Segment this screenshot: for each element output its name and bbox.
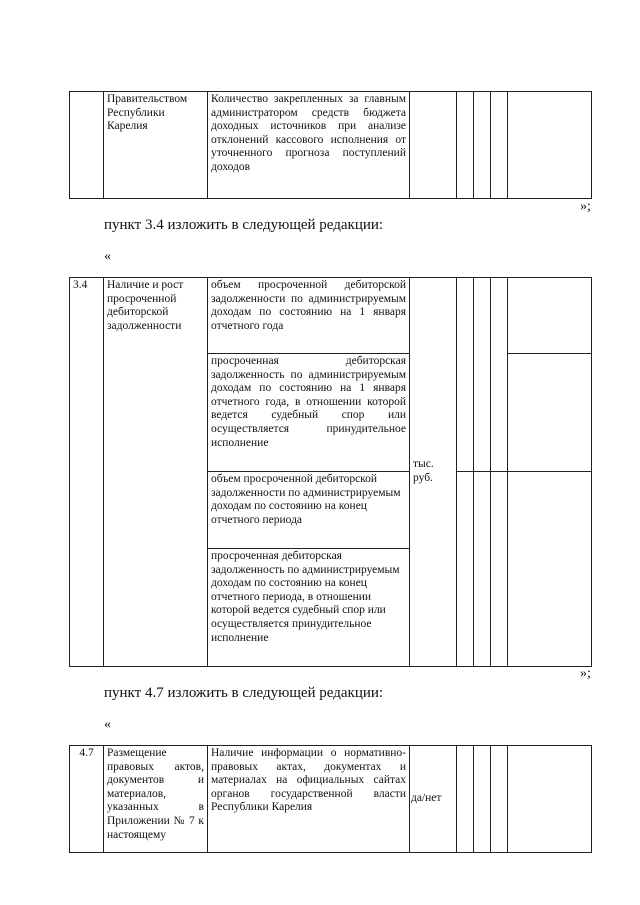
- unit-label: тыс. руб.: [413, 458, 434, 484]
- cell-empty: [474, 472, 491, 667]
- cell-empty: [491, 278, 508, 472]
- opening-quote: «: [104, 717, 111, 732]
- closing-quote: »;: [580, 199, 591, 214]
- cell-unit: [410, 92, 457, 199]
- closing-quote: »;: [580, 666, 591, 681]
- table-item-4-7: [69, 745, 592, 853]
- cell-empty: [474, 746, 491, 853]
- unit-label: да/нет: [411, 792, 442, 805]
- cell-empty: [508, 472, 592, 667]
- cell-empty: [508, 278, 592, 354]
- cell-unit: [410, 278, 457, 667]
- table-item-3-4: [69, 277, 592, 667]
- cell-empty: [508, 746, 592, 853]
- cell-indicator: объем просроченной дебиторской задолженности по администрируемым доходам по состоянию на конец отчетного периода: [208, 472, 410, 549]
- cell-empty: [457, 278, 474, 472]
- cell-indicator: Наличие информации о нормативно-правовых актах, документах и материалах на официальных сайтах органов государственной власти Республики Карелия: [208, 746, 410, 853]
- cell-empty: [491, 92, 508, 199]
- cell-indicator: Количество закрепленных за главным администратором средств бюджета доходных источников при анализе отклонений кассового исполнения от уточненного прогноза поступлений доходов: [208, 92, 410, 199]
- cell-indicator: просроченная дебиторская задолженность по администрируемым доходам по состоянию на 1 января отчетного года, в отношении которой ведется судебный спор или осуществляется принудительное исполнение: [208, 354, 410, 472]
- cell-name: Размещение правовых актов, документов и материалов, указанных в Приложении № 7 к настоящему: [104, 746, 208, 853]
- cell-number: [70, 92, 104, 199]
- cell-empty: [457, 92, 474, 199]
- cell-number: 3.4: [70, 278, 104, 667]
- cell-name: Наличие и рост просроченной дебиторской задолженности: [104, 278, 208, 667]
- instruction-paragraph: пункт 3.4 изложить в следующей редакции:: [104, 217, 384, 233]
- cell-empty: [457, 472, 474, 667]
- cell-empty: [491, 746, 508, 853]
- cell-empty: [491, 472, 508, 667]
- table-continuation: [69, 91, 592, 199]
- cell-empty: [474, 92, 491, 199]
- cell-empty: [474, 278, 491, 472]
- cell-indicator: объем просроченной дебиторской задолженности по администрируемым доходам по состоянию на 1 января отчетного года: [208, 278, 410, 354]
- cell-unit: [410, 746, 457, 853]
- opening-quote: «: [104, 249, 111, 264]
- cell-body: Правительством Республики Карелия: [104, 92, 208, 199]
- cell-empty: [508, 92, 592, 199]
- cell-number: 4.7: [70, 746, 104, 853]
- instruction-paragraph: пункт 4.7 изложить в следующей редакции:: [104, 685, 384, 701]
- cell-empty: [457, 746, 474, 853]
- cell-empty: [508, 354, 592, 472]
- cell-indicator: просроченная дебиторская задолженность по администрируемым доходам по состоянию на конец отчетного периода, в отношении которой ведется судебный спор или осуществляется принудительное исполнение: [208, 549, 410, 667]
